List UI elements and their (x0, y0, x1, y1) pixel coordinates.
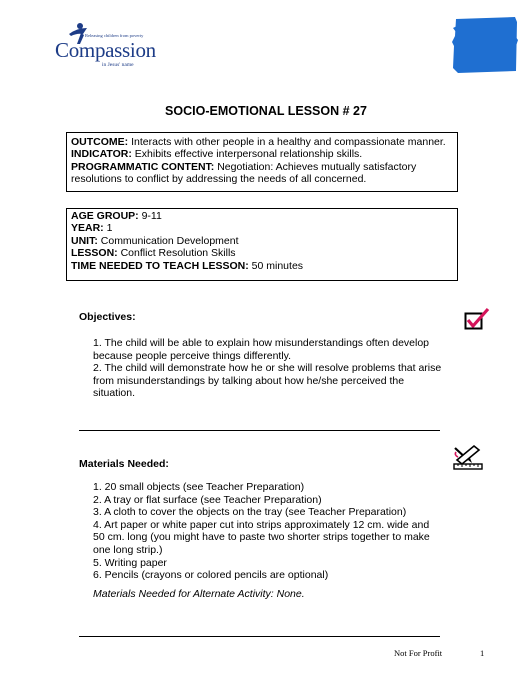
material-item-2: 2. A tray or flat surface (see Teacher Preparation) (93, 493, 322, 506)
programmatic-label: PROGRAMMATIC CONTENT: (71, 160, 215, 173)
outcome-line (71, 136, 454, 148)
material-item-3: 3. A cloth to cover the objects on the tray (see Teacher Preparation) (93, 506, 407, 519)
materials-heading: Materials Needed: (79, 458, 169, 470)
unit-line (71, 235, 454, 247)
indicator-line (71, 148, 454, 160)
checkbox-check-icon (464, 307, 490, 331)
objective-item-2: 2. The child will demonstrate how he or she will resolve problems that arise from misunderstandings by talking about how he/she perceived the situation. (93, 362, 442, 400)
page-number: 1 (480, 648, 485, 658)
material-item-6: 6. Pencils (crayons or colored pencils are optional) (93, 569, 329, 582)
objectives-heading: Objectives: (79, 311, 136, 323)
indicator-text: Exhibits effective interpersonal relationship skills. (134, 148, 363, 161)
age-group-value: 9-11 (141, 210, 162, 222)
year-value: 1 (106, 222, 113, 235)
indicator-label: INDICATOR: (71, 148, 132, 161)
materials-list (93, 481, 443, 582)
section-divider (79, 430, 440, 431)
logo-subline: in Jesus' name (102, 62, 134, 68)
year-line (71, 222, 454, 234)
age-group-line (71, 210, 454, 222)
section-divider (79, 636, 440, 637)
time-value: 50 minutes (251, 259, 304, 272)
objective-item-1: 1. The child will be able to explain how misunderstandings often develop because people perceive things differently. (93, 337, 430, 362)
lesson-value: Conflict Resolution Skills (120, 247, 236, 260)
year-label: YEAR: (71, 222, 104, 235)
compassion-logo (55, 22, 175, 72)
lesson-line (71, 247, 454, 259)
programmatic-text-2: resolutions to conflict by addressing the needs of all concerned. (71, 173, 367, 186)
alternate-materials-note: Materials Needed for Alternate Activity: None. (93, 588, 305, 600)
footer-text: Not For Profit (394, 648, 443, 658)
outcome-label: OUTCOME: (71, 136, 129, 148)
unit-label: UNIT: (71, 234, 98, 247)
time-label: TIME NEEDED TO TEACH LESSON: (71, 259, 249, 272)
age-group-label: AGE GROUP: (71, 210, 139, 222)
pencil-ruler-icon (452, 444, 486, 472)
outcome-box (66, 132, 458, 192)
outcome-text: Interacts with other people in a healthy and compassionate manner. (131, 136, 446, 148)
material-item-4: 4. Art paper or white paper cut into strips approximately 12 cm. wide and 50 cm. long (you might have to paste two shorter strips together to make one long strip.) (93, 518, 430, 556)
logo-tagline: Releasing children from poverty (85, 33, 144, 38)
lesson-label: LESSON: (71, 247, 118, 260)
material-item-1: 1. 20 small objects (see Teacher Preparation) (93, 481, 305, 493)
time-line (71, 260, 454, 272)
programmatic-line (71, 161, 454, 173)
logo-wordmark: Compassion (55, 38, 156, 62)
lesson-title: SOCIO-EMOTIONAL LESSON # 27 (165, 104, 367, 118)
programmatic-text-1: Negotiation: Achieves mutually satisfactory (217, 160, 417, 173)
unit-value: Communication Development (100, 234, 239, 247)
lesson-info-box (66, 208, 458, 281)
blue-brush-mark (452, 16, 518, 73)
material-item-5: 5. Writing paper (93, 556, 167, 569)
objectives-list (93, 337, 443, 400)
